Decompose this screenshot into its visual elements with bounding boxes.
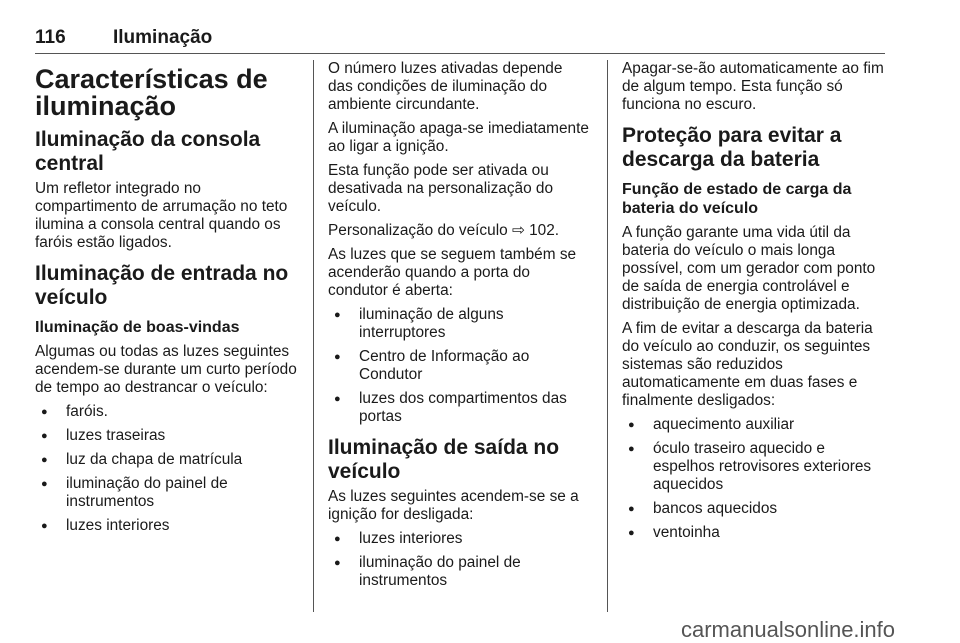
list-item: ● iluminação do painel de instrumentos: [328, 554, 590, 590]
paragraph: O número luzes ativadas depende das condições de iluminação do ambiente circundante.: [328, 60, 563, 113]
list-item: ● Centro de Informação ao Condutor: [328, 348, 590, 384]
bullet-list: [35, 403, 300, 535]
list-item: ● luz da chapa de matrícula: [35, 451, 300, 469]
column-3: [622, 60, 887, 548]
bullet-list: [328, 530, 590, 590]
section-heading: Proteção para evitar a descarga da bateria: [622, 124, 842, 171]
page-number: 116: [35, 27, 66, 48]
bullet-list: [328, 306, 590, 426]
paragraph: As luzes que se seguem também se acenderão quando a porta do condutor é aberta:: [328, 246, 577, 299]
list-item: ● luzes traseiras: [35, 427, 300, 445]
page-header: [35, 27, 885, 54]
list-item: ● ventoinha: [622, 524, 887, 542]
section-heading: Iluminação da consola central: [35, 128, 261, 175]
section-title: Iluminação: [113, 27, 213, 48]
list-item: ● iluminação de alguns interruptores: [328, 306, 590, 342]
paragraph: Apagar-se-ão automaticamente ao fim de algum tempo. Esta função só funciona no escuro.: [622, 60, 884, 113]
column-2: [328, 60, 590, 596]
column-divider: [313, 60, 314, 612]
list-item: ● aquecimento auxiliar: [622, 416, 887, 434]
list-item: ● luzes interiores: [328, 530, 590, 548]
paragraph: Esta função pode ser ativada ou desativada na personalização do veículo.: [328, 162, 554, 215]
cross-reference[interactable]: Personalização do veículo ⇨ 102.: [328, 222, 560, 239]
subsection-heading: Iluminação de boas-vindas: [35, 319, 240, 336]
list-item: ● iluminação do painel de instrumentos: [35, 475, 300, 511]
bullet-list: [622, 416, 887, 542]
subsection-heading: Função de estado de carga da bateria do veículo: [622, 181, 852, 217]
column-1: [35, 60, 300, 541]
paragraph: A fim de evitar a descarga da bateria do veículo ao conduzir, os seguintes sistemas são reduzidos automaticamente em duas fases e finalmente desligados:: [622, 320, 873, 409]
chapter-heading: Características de iluminação: [35, 64, 268, 121]
paragraph: A iluminação apaga-se imediatamente ao ligar a ignição.: [328, 120, 589, 155]
list-item: ● luzes dos compartimentos das portas: [328, 390, 590, 426]
watermark-text: carmanualsonline.info: [681, 617, 896, 642]
section-heading: Iluminação de saída no veículo: [328, 436, 560, 483]
list-item: ● faróis.: [35, 403, 300, 421]
paragraph: Um refletor integrado no compartimento de arrumação no teto ilumina a consola central quando os faróis estão ligados.: [35, 180, 288, 251]
paragraph: Algumas ou todas as luzes seguintes acendem-se durante um curto período de tempo ao destrancar o veículo:: [35, 343, 297, 396]
paragraph: A função garante uma vida útil da bateria do veículo o mais longa possível, com um gerador com ponto de saída de energia controlável e distribuição de energia optimizada.: [622, 224, 876, 313]
list-item: ● óculo traseiro aquecido e espelhos retrovisores exteriores aquecidos: [622, 440, 887, 494]
paragraph: As luzes seguintes acendem-se se a ignição for desligada:: [328, 488, 579, 523]
section-heading: Iluminação de entrada no veículo: [35, 262, 289, 309]
list-item: ● bancos aquecidos: [622, 500, 887, 518]
column-divider: [607, 60, 608, 612]
list-item: ● luzes interiores: [35, 517, 300, 535]
